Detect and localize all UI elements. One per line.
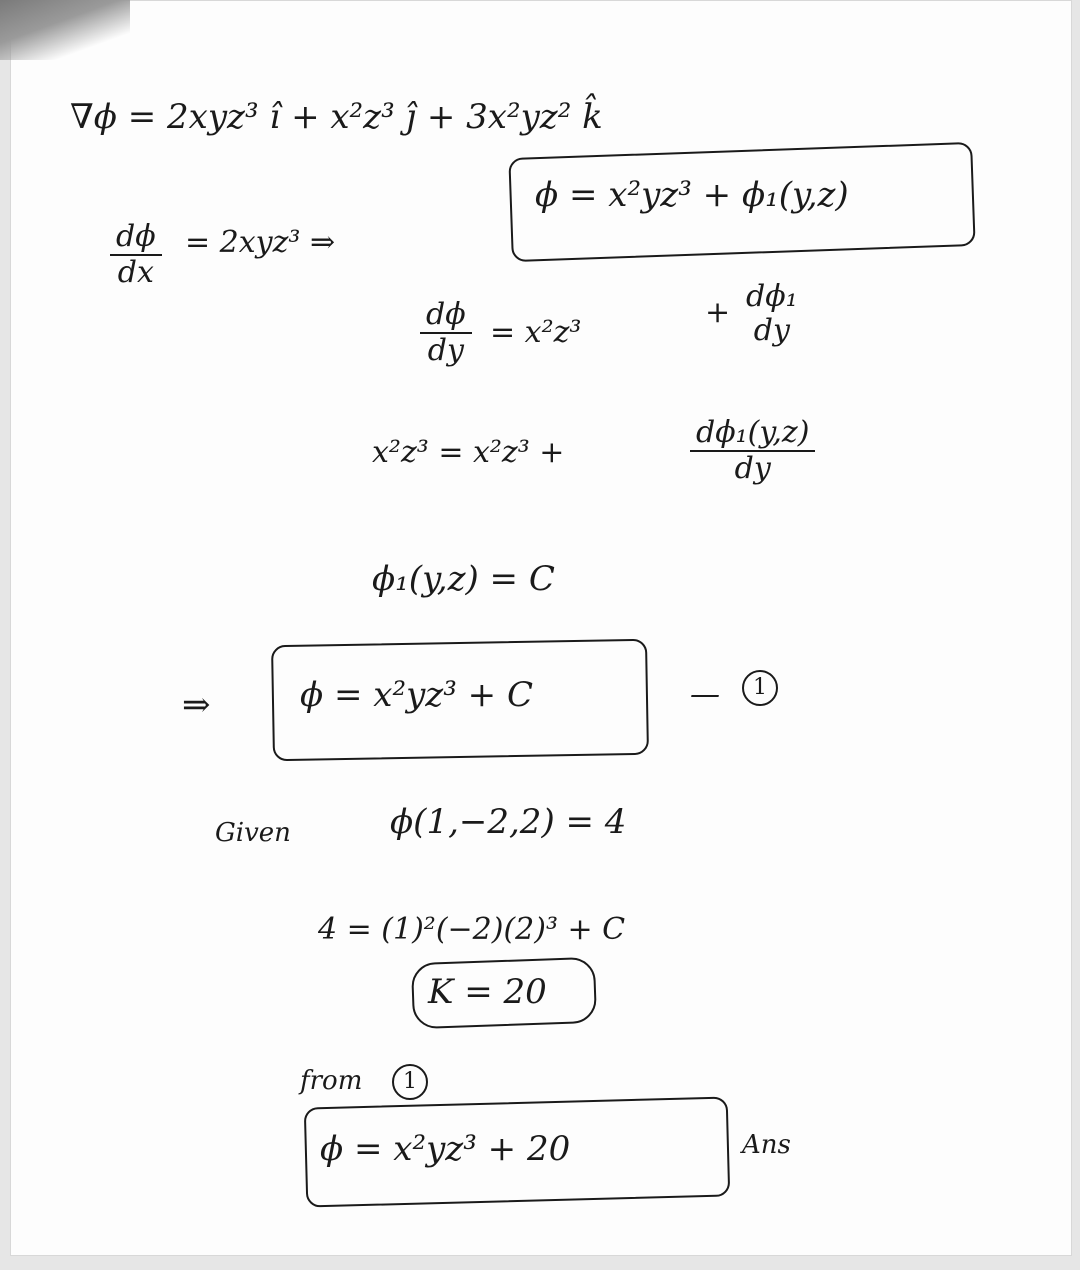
dphi1-dy-numerator: dϕ₁ [746, 279, 798, 314]
dphi-dy-plus: + [705, 295, 731, 330]
dphi-dx-denominator: dx [117, 255, 154, 290]
gradient-equation: ∇ϕ = 2xyz³ î + x²z³ ĵ + 3x²yz² k̂ [70, 97, 603, 137]
final-answer: ϕ = x²yz³ + 20 [320, 1129, 571, 1169]
equation-dash: — [690, 677, 720, 712]
k-value: K = 20 [428, 972, 547, 1012]
dphi-dy-denominator: dy [427, 333, 464, 368]
given-condition: ϕ(1,−2,2) = 4 [390, 802, 627, 842]
phi-with-constant: ϕ = x²yz³ + C [300, 675, 533, 715]
phi1-constant: ϕ₁(y,z) = C [372, 559, 555, 599]
dphi1-dy-fraction [740, 279, 804, 348]
answer-mark: Ans [742, 1130, 791, 1160]
substitution-line: 4 = (1)²(−2)(2)³ + C [318, 912, 626, 947]
comparison-numerator: dϕ₁(y,z) [690, 418, 815, 452]
dphi1-dy-denominator: dy [753, 313, 790, 348]
equation-label-1 [742, 666, 778, 706]
implies-arrow: ⇒ [182, 685, 211, 725]
dphi-dx-fraction [110, 219, 162, 290]
given-label: Given [215, 818, 291, 848]
dphi-dx-rhs: = 2xyz³ ⇒ [185, 225, 336, 260]
comparison-denominator: dy [734, 451, 771, 486]
dphi-dy-fraction [420, 297, 472, 368]
photo-shadow-corner [0, 0, 130, 60]
phi-with-phi1: ϕ = x²yz³ + ϕ₁(y,z) [535, 175, 849, 215]
comparison-fraction [690, 415, 815, 486]
circled-number-1: 1 [742, 670, 778, 706]
comparison-lhs: x²z³ = x²z³ + [372, 435, 565, 470]
dphi-dx-numerator: dϕ [110, 222, 162, 256]
dphi-dy-rhs: = x²z³ [490, 315, 582, 350]
from-reference [392, 1060, 428, 1100]
circled-number-1-ref: 1 [392, 1064, 428, 1100]
from-label: from [300, 1066, 363, 1096]
dphi-dy-numerator: dϕ [420, 300, 472, 334]
